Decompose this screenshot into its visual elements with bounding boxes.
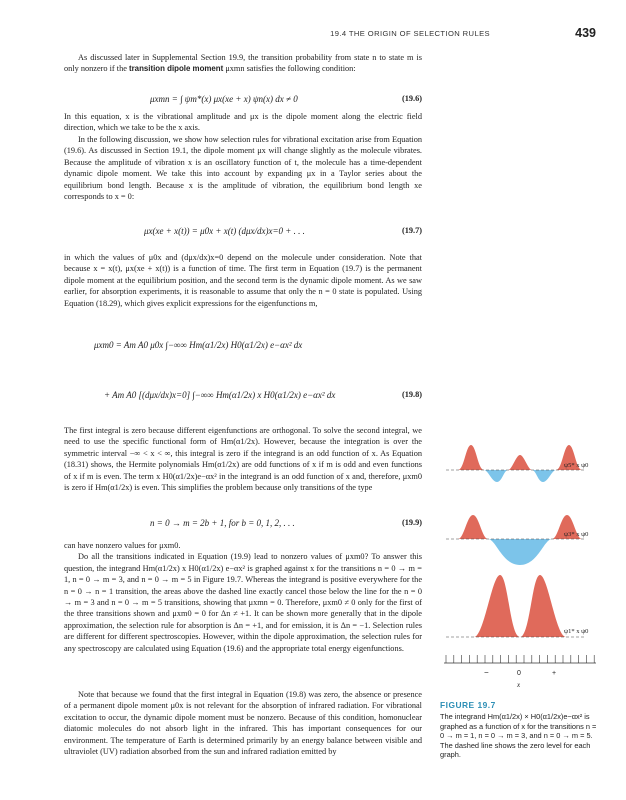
para-text: in which the values of μ0x and (dμx/dx)x=0 depend on the molecule under consideration. Note that because x = x(t), μx(xe + x(t)) is a function of time. The first term in Equation (19.7) is the permanent dipole moment at the equilibrium position, and the second term is the dynamic dipole moment. As we saw earlier, for absorption experiments, it is reasonable to assume that only the n = 0 state is populated. Using Equation (18.29), which gives explicit expressions for the eigenfunctions m, bbox=[64, 253, 422, 308]
lobe-positive bbox=[458, 515, 488, 539]
equation-19-7 bbox=[64, 226, 422, 240]
section-title: 19.4 THE ORIGIN OF SELECTION RULES bbox=[330, 29, 490, 38]
lobe-positive bbox=[520, 575, 566, 637]
x-axis-label: x bbox=[517, 681, 521, 689]
equation-19-9 bbox=[64, 518, 422, 532]
paragraph-taylor bbox=[64, 134, 422, 202]
figure-caption-text: The integrand Hm(α1/2x) × H0(α1/2x)e−αx² is graphed as a function of x for the transitions n = 0 → m = 1, n = 0 → m = 3, and n = 0 → m = 5. The dashed line shows the zero level for each graph. bbox=[440, 712, 597, 759]
equation-body: n = 0 → m = 2b + 1, for b = 0, 1, 2, . . . bbox=[150, 518, 295, 528]
para-text: can have nonzero values for μxm0. bbox=[64, 541, 181, 550]
figure-19-7 bbox=[440, 425, 602, 695]
para-text: Note that because we found that the first integral in Equation (19.8) was zero, the absence or presence of a permanent dipole moment μ0x is not relevant for the absorption of infrared radiation. For vibrational excitation to occur, the dynamic dipole moment must be nonzero. Because of this condition, homonuclear diatomic molecules do not absorb light in the infrared. This has important consequences for our environment. The temperature of Earth is determined primarily by an energy balance between visible and ultraviolet (UV) radiation absorbed from the sun and infrared radiation emitted by bbox=[64, 690, 422, 757]
lobe-negative bbox=[532, 470, 556, 482]
para-text: The first integral is zero because different eigenfunctions are orthogonal. To solve the second integral, we need to use the specific functional form of Hm(α1/2x). However, because the integration is over the symmetric interval −∞ < x < ∞, this integral is zero if the integrand is an odd function of x. As Equation (18.31) shows, the Hermite polynomials Hm(α1/2x) are odd functions of x if m is odd and even functions of x if m is even. The term x H0(α1/2x)e−αx² in the integrand is an odd function of x and, therefore, μxm0 is zero if Hm(α1/2x) is even. This simplifies the problem because only transitions of the type bbox=[64, 426, 422, 493]
equation-number: (19.6) bbox=[401, 94, 422, 103]
paragraph-nonzero bbox=[64, 540, 422, 654]
paragraph-infrared bbox=[64, 689, 422, 757]
x-axis-minus: − bbox=[484, 668, 489, 677]
figure-caption bbox=[440, 700, 602, 760]
para-text-transitions: Do all the transitions indicated in Equation (19.9) lead to nonzero values of μxm0? To answer this question, the integrand Hm(α1/2x) x H0(α1/2x) e−αx² is graphed against x for the transitions n = 0 → m = 1, n = 0 → m = 3, and n = 0 → m = 5 in Figure 19.7. Whereas the integrand is positive everywhere for the n = 0 → n = 1 transition, the areas above the dashed line exactly cancel those below the line for the n = 0 → m = 3 and n = 0 → m = 5 transitions, showing that μxmn = 0. Therefore, μxm0 ≠ 0 only for the first of the three transitions shown and μxm0 = 0 for Δn ≠ +1. It can be shown more generally that in the dipole approximation, the selection rule for absorption is Δn = +1, and for emission, it is Δn = −1. Selection rules are different for different spectroscopies. However, within the dipole approximation, the selection rules for any spectroscopy are calculated using Equation (19.6) and the appropriate total energy eigenfunctions. bbox=[64, 552, 422, 653]
term-transition-dipole: transition dipole moment bbox=[128, 64, 224, 74]
intro-after: μxmn satisfies the following condition: bbox=[225, 64, 356, 74]
x-axis bbox=[444, 655, 596, 689]
running-header bbox=[0, 26, 626, 42]
x-axis-zero: 0 bbox=[517, 670, 521, 677]
equation-19-8b bbox=[64, 390, 422, 404]
equation-body: μx(xe + x(t)) = μ0x + x(t) (dμx/dx)x=0 + . . . bbox=[144, 226, 305, 236]
lobe-positive bbox=[508, 455, 532, 470]
lobe-positive bbox=[458, 445, 484, 470]
equation-body: μxm0 = Am A0 μ0x ∫−∞∞ Hm(α1/2x) H0(α1/2x) e−αx² dx bbox=[94, 340, 303, 350]
lobe-positive bbox=[474, 575, 520, 637]
para-text: In the following discussion, we show how selection rules for vibrational excitation arise from Equation (19.6). As discussed in Section 19.1, the dipole moment μx will change slightly as the molecule vibrates. Because the amplitude of vibration x is an oscillatory function of t, the molecule has a time-dependent dynamic dipole moment. We take this into account by expanding μx in a Taylor series about the equilibrium bond length. Because x is the amplitude of vibration, the equilibrium bond length xe corresponds to x = 0: bbox=[64, 135, 422, 202]
label-psi3-psi0: ψ3* x ψ0 bbox=[564, 531, 589, 538]
x-axis-plus: + bbox=[552, 670, 557, 677]
paragraph-definition bbox=[64, 111, 422, 134]
intro-before: As discussed later in Supplemental Section 19.9, the transition probability from state n to state m is only nonzero if the bbox=[64, 53, 422, 74]
paragraph-orthogonal bbox=[64, 425, 422, 493]
x-axis-ticks bbox=[446, 655, 594, 663]
label-psi5-psi0: ψ5* x ψ0 bbox=[564, 462, 589, 469]
lobe-negative bbox=[484, 470, 508, 482]
figure-title: FIGURE 19.7 bbox=[440, 700, 496, 710]
equation-body: μxmn = ∫ ψm*(x) μx(xe + x) ψn(x) dx ≠ 0 bbox=[150, 94, 298, 104]
lobe-negative bbox=[488, 539, 552, 565]
page-number: 439 bbox=[575, 26, 596, 40]
para-text: In this equation, x is the vibrational amplitude and μx is the dipole moment along the electric field direction, which we take to be the x axis. bbox=[64, 112, 422, 133]
equation-19-8a bbox=[64, 340, 422, 354]
equation-number: (19.8) bbox=[401, 390, 422, 399]
panel-psi3-psi0 bbox=[446, 515, 589, 565]
equation-number: (19.9) bbox=[401, 518, 422, 527]
equation-number: (19.7) bbox=[401, 226, 422, 235]
equation-19-6 bbox=[64, 94, 422, 108]
label-psi1-psi0: ψ1* x ψ0 bbox=[564, 628, 589, 635]
equation-body: + Am A0 [(dμx/dx)x=0] ∫−∞∞ Hm(α1/2x) x H0(α1/2x) e−αx² dx bbox=[104, 390, 336, 400]
paragraph-dipole bbox=[64, 252, 422, 309]
paragraph-intro bbox=[64, 52, 422, 75]
